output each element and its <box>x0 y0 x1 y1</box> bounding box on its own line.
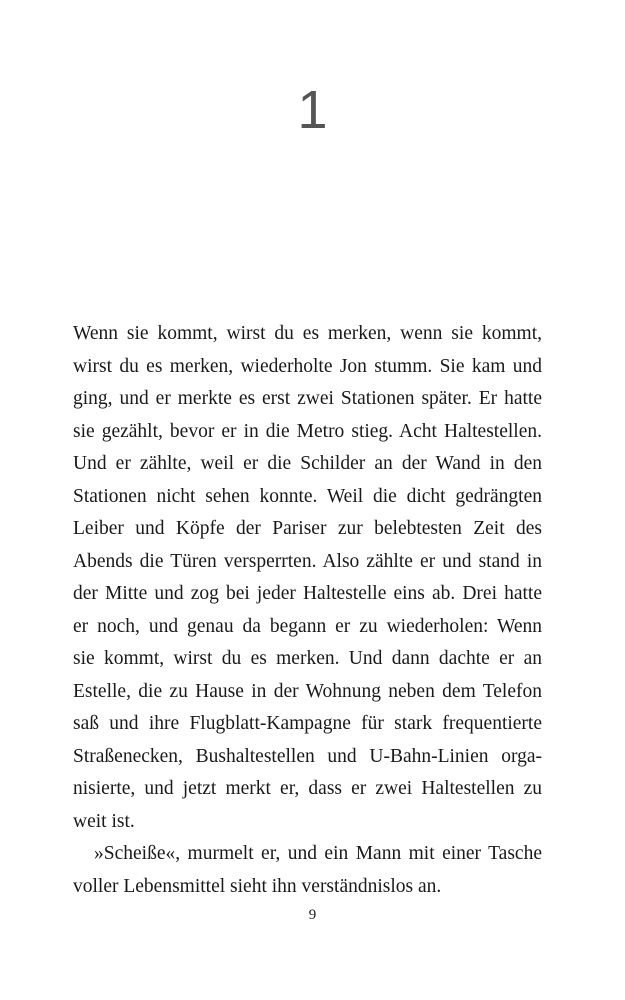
text-line: ging, und er merkte es erst zwei Stationen später. Er hatte <box>73 388 542 409</box>
text-line: sie kommt, wirst du es merken. Und dann dachte er an <box>73 648 542 669</box>
text-line: sie gezählt, bevor er in die Metro stieg. Acht Haltestellen. <box>73 420 542 442</box>
text-line: er noch, und genau da begann er zu wiederholen: Wenn <box>73 615 542 637</box>
paragraph-2 <box>73 838 542 903</box>
text-line: Abends die Türen versperrten. Also zählte er und stand in <box>73 550 542 572</box>
text-line: Und er zählte, weil er die Schilder an der Wand in den <box>73 453 542 474</box>
text-line: Wenn sie kommt, wirst du es merken, wenn sie kommt, <box>73 323 542 344</box>
text-line: Leiber und Köpfe der Pariser zur belebtesten Zeit des <box>73 518 542 539</box>
text-line: Straßenecken, Bushaltestellen und U-Bahn-Linien orga- <box>73 745 542 767</box>
text-line: »Scheiße«, murmelt er, und ein Mann mit einer Tasche <box>94 843 542 864</box>
text-line: Stationen nicht sehen konnte. Weil die dicht gedrängten <box>73 485 542 507</box>
text-line: weit ist. <box>73 810 135 832</box>
text-line: voller Lebensmittel sieht ihn verständnislos an. <box>73 875 442 897</box>
paragraph-1 <box>73 318 542 838</box>
text-line: wirst du es merken, wiederholte Jon stumm. Sie kam und <box>73 355 542 377</box>
body-text <box>73 318 542 903</box>
text-line: Estelle, die zu Hause in der Wohnung neben dem Telefon <box>73 680 542 702</box>
text-line: saß und ihre Flugblatt-Kampagne für stark frequentierte <box>73 713 542 734</box>
text-line: nisierte, und jetzt merkt er, dass er zwei Haltestellen zu <box>73 778 542 799</box>
text-line: der Mitte und zog bei jeder Haltestelle eins ab. Drei hatte <box>73 583 542 604</box>
page-number: 9 <box>308 907 317 923</box>
chapter-number: 1 <box>297 80 328 140</box>
